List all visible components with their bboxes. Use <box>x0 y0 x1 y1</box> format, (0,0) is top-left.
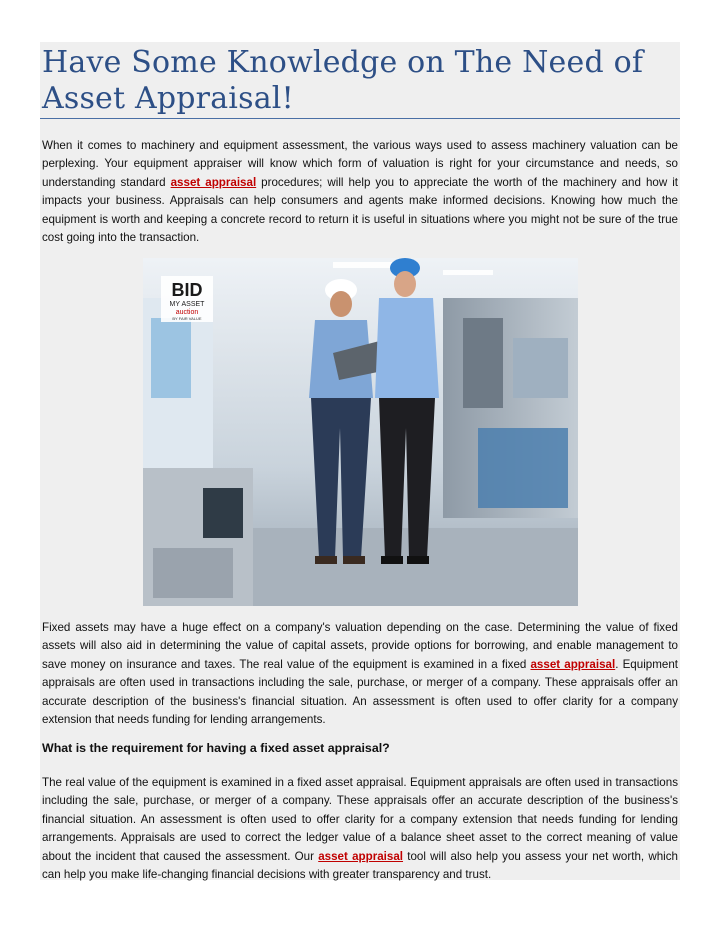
logo-line1: BID <box>171 280 203 300</box>
logo-line3: auction <box>175 309 199 316</box>
shoe-shape <box>407 556 429 564</box>
document-page <box>40 42 680 880</box>
asset-appraisal-link[interactable]: asset appraisal <box>318 849 404 863</box>
blue-bottles-shape <box>151 318 191 398</box>
head-shape <box>394 271 416 297</box>
asset-appraisal-link[interactable]: asset appraisal <box>170 175 257 189</box>
paragraph-text: The real value of the equipment is examined in a fixed asset appraisal. Equipment appraisals are often used in transactions including the sale, purchase, or merger of a company. These appraisals offer an accurate description of the business's financial situation. An assessment is often used to offer clarity for a company extension that needs funding for lending arrangements. Appraisals are used to correct the ledger value of a balance sheet asset to the correct meaning of value about the incident that caused the assessment. Our <box>42 776 678 863</box>
paragraph-text: Fixed assets may have a huge effect on a company's valuation depending on the case. Determining the value of fixed assets will also aid in determining the value of capital assets, provide options for borrowing, and enable management to save money on insurance and taxes. The real value of the equipment is examined in a fixed <box>42 621 678 671</box>
paragraph-text: procedures; will help you to appreciate the worth of the machinery and how it impacts your business. Appraisals can help consumers and agents make informed decisions. Knowing how much the equipment is worth and keeping a concrete record to return it is useful in situations where you might not be sure of the true cost going into the transaction. <box>42 175 679 245</box>
ceiling-light <box>443 270 493 275</box>
asset-appraisal-link[interactable]: asset appraisal <box>530 657 616 671</box>
paragraph-requirement <box>42 774 678 884</box>
logo-tagline: BY FAIR VALUE <box>172 316 202 321</box>
paragraph-text: tool will also help you assess your net worth, which can help you make life-changing financial decisions with greater transparency and trust. <box>42 849 678 882</box>
head-shape <box>330 291 352 317</box>
shoe-shape <box>343 556 365 564</box>
machine-panel-shape <box>463 318 503 408</box>
shirt-shape <box>375 298 439 398</box>
paragraph-text: . Equipment appraisals are often used in transactions including the sale, purchase, or merger of a company. These appraisals offer an accurate description of the business's financial situation. An assessment is often used to offer clarity for a company extension that needs funding for lending arrangements. <box>42 657 678 727</box>
ceiling-light <box>333 262 393 268</box>
section-heading: What is the requirement for having a fixed asset appraisal? <box>42 741 390 755</box>
title-block <box>40 42 680 119</box>
page-title: Have Some Knowledge on The Need of Asset Appraisal! <box>42 45 644 116</box>
control-screen-shape <box>203 488 243 538</box>
shoe-shape <box>315 556 337 564</box>
machine-panel-shape <box>513 338 568 398</box>
bid-my-asset-logo <box>161 276 213 322</box>
foreground-machine-shape <box>153 548 233 598</box>
hero-photo <box>143 258 578 606</box>
blue-bins-shape <box>478 428 568 508</box>
logo-line2: MY ASSET <box>169 301 205 308</box>
shoe-shape <box>381 556 403 564</box>
factory-engineers-image <box>143 258 578 606</box>
paragraph-fixed-assets <box>42 619 678 729</box>
paragraph-intro <box>42 137 678 247</box>
paragraph-text: When it comes to machinery and equipment assessment, the various ways used to assess machinery valuation can be perplexing. Your equipment appraiser will know which form of valuation is right for your circumstance and needs, so understanding standard <box>42 139 678 189</box>
